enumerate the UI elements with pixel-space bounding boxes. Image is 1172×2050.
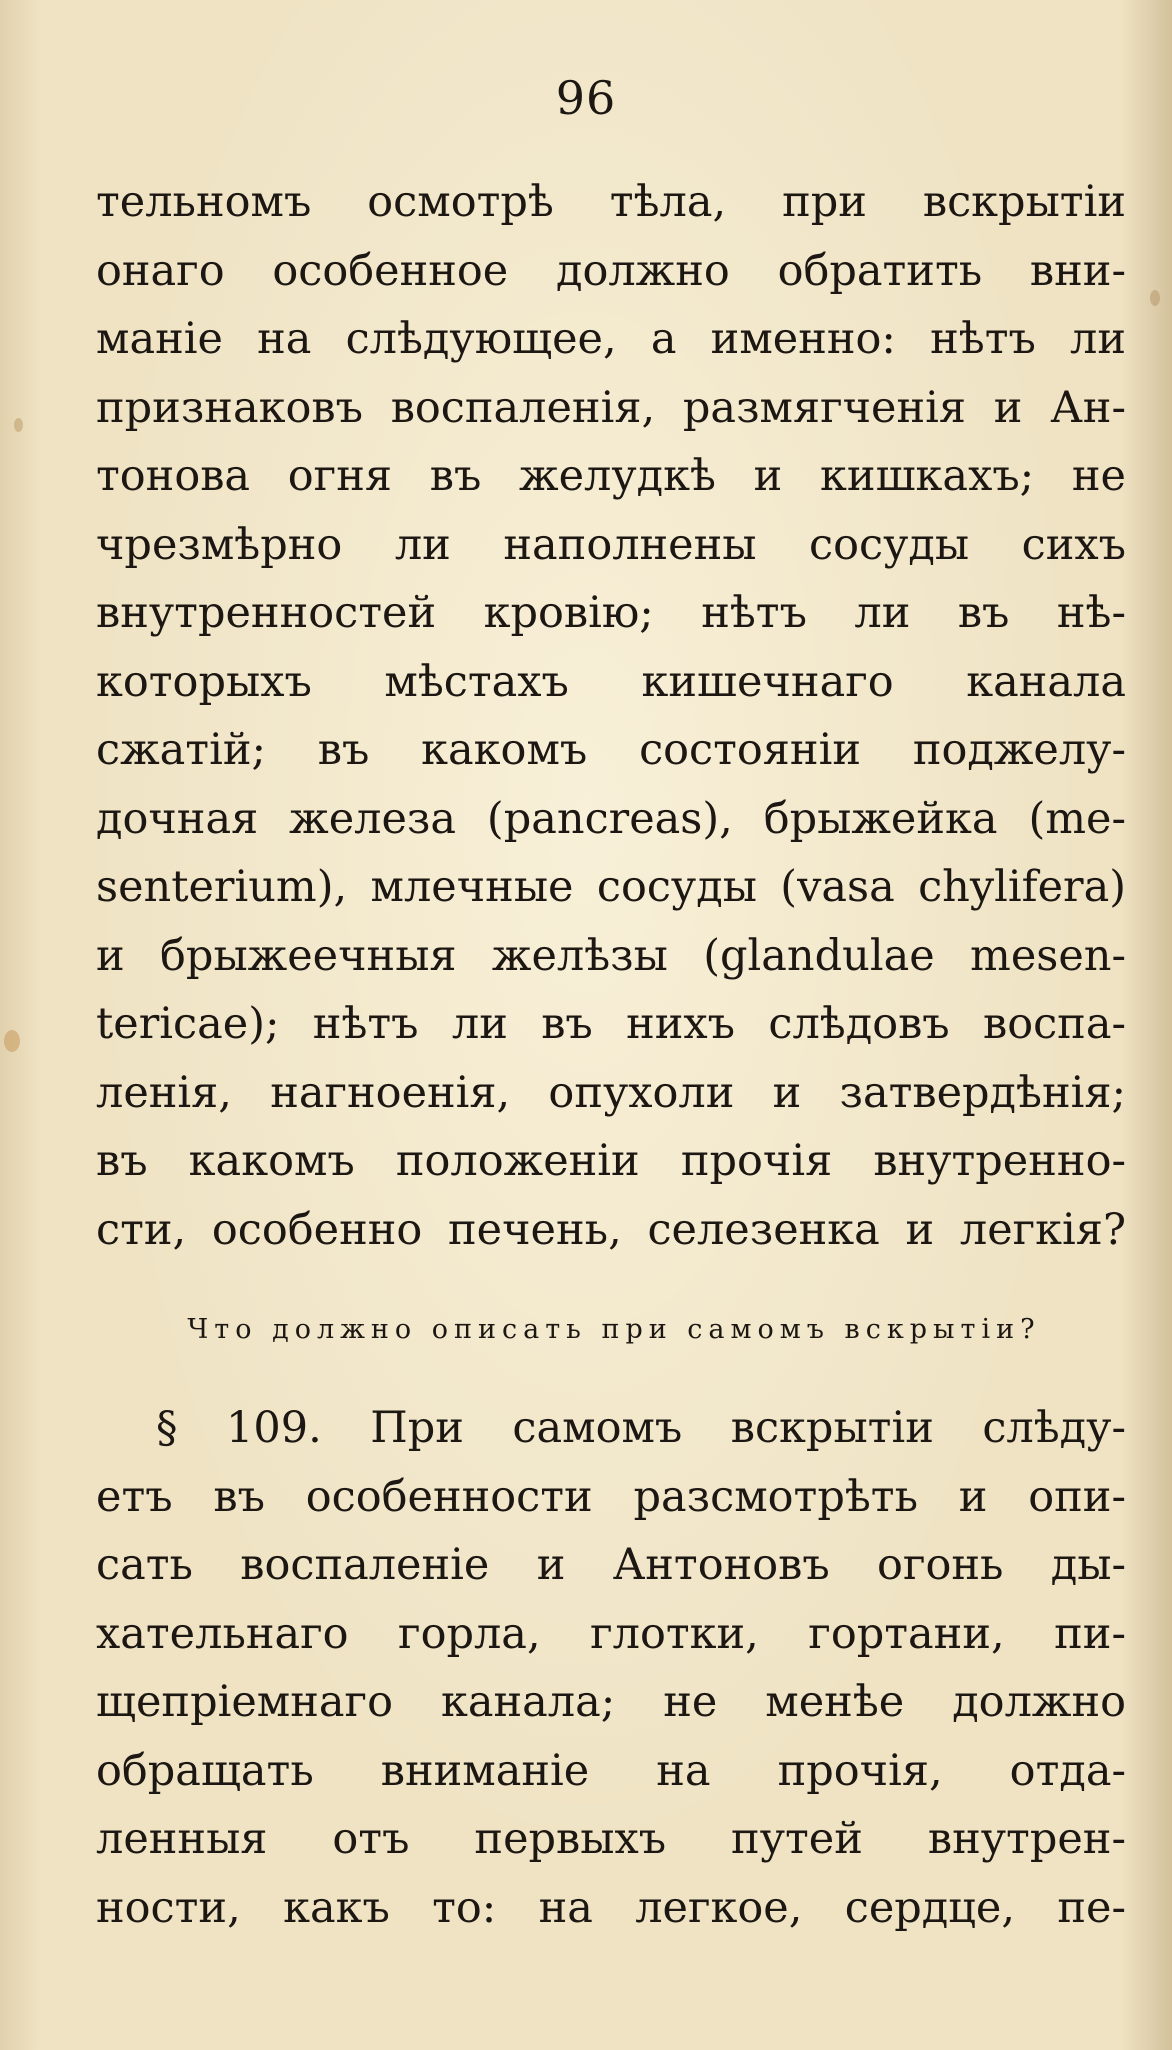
stain-spot [1150,290,1160,306]
text-line: tericae); нѣтъ ли въ нихъ слѣдовъ воспа- [96,999,1126,1049]
text-line: щепріемнаго канала; не менѣе должно [96,1677,1126,1727]
text-line: сать воспаленіе и Антоновъ огонь ды- [96,1540,1126,1590]
text-line: маніе на слѣдующее, а именно: нѣтъ ли [96,314,1126,364]
text-line: дочная железа (pancreas), брыжейка (me- [96,793,1126,844]
text-line: чрезмѣрно ли наполнены сосуды сихъ [96,519,1126,570]
text-line: внутренностей кровію; нѣтъ ли въ нѣ- [96,588,1126,638]
page-number: 96 [555,71,617,125]
text-line: обращать вниманіе на прочія, отда- [96,1745,1126,1796]
text-line: сти, особенно печень, селезенка и легкія? [96,1204,1126,1255]
stain-spot [14,418,23,432]
text-line: въ какомъ положеніи прочія внутренно- [96,1136,1126,1186]
stain-spot [4,1030,20,1052]
text-line: тонова огня въ желудкѣ и кишкахъ; не [96,451,1126,501]
text-line: и брыжеечныя желѣзы (glandulae mesen- [96,930,1126,981]
paragraph-first-line: § 109. При самомъ вскрытіи слѣду- [156,1403,1126,1453]
text-block-1 [96,168,1126,1264]
text-line: senterium), млечные сосуды (vasa chylifera) [96,862,1126,912]
text-line: признаковъ воспаленія, размягченія и Ан- [96,382,1126,433]
text-line: которыхъ мѣстахъ кишечнаго канала [96,656,1126,707]
text-line: сжатій; въ какомъ состояніи поджелу- [96,725,1126,775]
text-line: хательнаго горла, глотки, гортани, пи- [96,1608,1126,1659]
text-line: ности, какъ то: на легкое, сердце, пе- [96,1882,1126,1933]
text-line: тельномъ осмотрѣ тѣла, при вскрытіи [96,177,1126,227]
text-line: ленія, нагноенія, опухоли и затвердѣнія; [96,1067,1126,1118]
text-line: онаго особенное должно обратить вни- [96,245,1126,296]
text-block-2 [96,1394,1126,1942]
text-line: етъ въ особенности разсмотрѣть и опи- [96,1471,1126,1522]
section-heading: Что должно описать при самомъ вскрытіи? [187,1314,1041,1345]
text-line: ленныя отъ первыхъ путей внутрен- [96,1814,1126,1864]
